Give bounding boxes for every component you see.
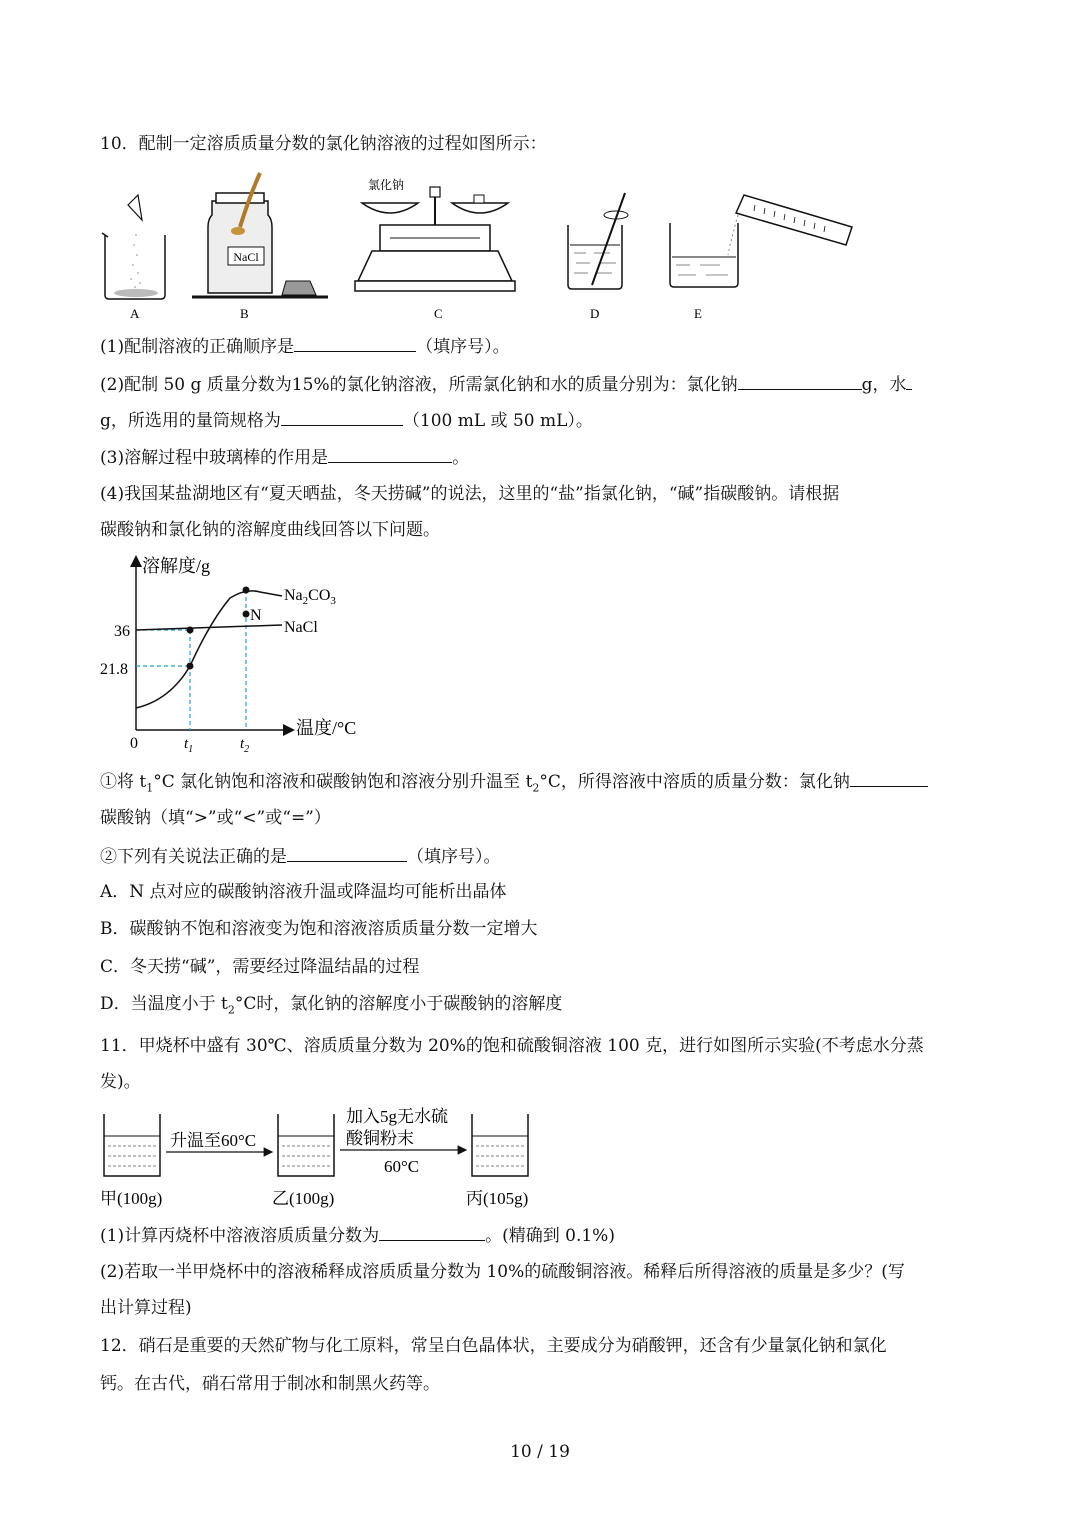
- beaker-d-icon: [568, 193, 628, 289]
- c1-text: ①将 t: [100, 772, 147, 792]
- y-tick-21-8: 21.8: [100, 661, 128, 678]
- q10-part4-line2: 碳酸钠和氯化钠的溶解度曲线回答以下问题。: [100, 520, 440, 540]
- x-tick-t2: $t_2$: [240, 736, 250, 755]
- q11-p1-text: (1)计算丙烧杯中溶液溶质质量分数为: [100, 1226, 380, 1246]
- q11-part2-line2: 出计算过程): [100, 1298, 192, 1318]
- q10-p2-text: (2)配制 50 g 质量分数为15%的氯化钠溶液，所需氯化钠和水的质量分别为：氯化钠: [100, 375, 738, 395]
- option-a: A．N 点对应的碳酸钠溶液升温或降温均可能析出晶体: [100, 882, 507, 902]
- q10-apparatus-figure: [100, 165, 860, 325]
- arrow-1-label: 升温至60°C: [170, 1131, 257, 1150]
- point-t2-na2co3: [243, 587, 250, 594]
- arrow-2-label-line2: 酸铜粉末: [346, 1129, 414, 1148]
- option-c: C．冬天捞“碱”，需要经过降温结晶的过程: [100, 957, 420, 977]
- beaker-a-icon: [102, 195, 165, 299]
- figure-label-b: B: [240, 306, 249, 321]
- answer-blank[interactable]: [850, 768, 928, 787]
- q11-p1-tail: 。(精确到 0.1%): [485, 1226, 615, 1246]
- beaker-e-icon: [670, 195, 852, 287]
- option-b: B．碳酸钠不饱和溶液变为饱和溶液溶质质量分数一定增大: [100, 919, 538, 939]
- figure-label-e: E: [694, 306, 702, 321]
- q10-part4-line1: (4)我国某盐湖地区有“夏天晒盐，冬天捞碱”的说法，这里的“盐”指氯化钠，“碱”指碳酸钠。请根据: [100, 484, 840, 504]
- point-t1-na2co3: [187, 663, 194, 670]
- q11-part2-line1: (2)若取一半甲烧杯中的溶液稀释成溶质质量分数为 10%的硫酸铜溶液。稀释后所得溶液的质量是多少？(写: [100, 1262, 905, 1282]
- q10-p2-text2: g，所选用的量筒规格为: [100, 411, 281, 431]
- q10-p1-text: (1)配制溶液的正确顺序是: [100, 337, 295, 357]
- c1-text2: °C 氯化钠饱和溶液和碳酸钠饱和溶液分别升温至 t: [153, 772, 533, 792]
- point-n-label: N: [250, 607, 262, 624]
- q11-stem-line2: 发)。: [100, 1072, 141, 1092]
- q10-c1-line2: 碳酸钠（填“>”或“<”或“=”）: [100, 808, 331, 828]
- q10-p2-tail: （100 mL 或 50 mL）。: [402, 411, 593, 431]
- legend-nacl: NaCl: [284, 619, 318, 636]
- q10-part2-line2: [100, 407, 593, 433]
- q10-c2: [100, 843, 501, 869]
- q10-part2-line1: [100, 371, 912, 397]
- q12-line2: 钙。在古代，硝石常用于制冰和制黑火药等。: [100, 1374, 440, 1394]
- arrow-2-label-line1: 加入5g无水硫: [346, 1107, 448, 1126]
- answer-blank[interactable]: [294, 333, 416, 352]
- beaker-bing-icon: [472, 1114, 528, 1176]
- answer-blank[interactable]: [738, 371, 862, 390]
- answer-blank[interactable]: [287, 843, 407, 862]
- q10-p2-unit: g，水: [861, 375, 907, 395]
- c2-tail: （填序号）。: [407, 847, 501, 867]
- legend-na2co3: $Na_2CO_3$: [284, 587, 336, 607]
- origin-label: 0: [130, 735, 138, 752]
- beaker-yi-icon: [278, 1114, 334, 1176]
- answer-blank[interactable]: [281, 407, 403, 426]
- q11-experiment-figure: [100, 1102, 560, 1214]
- q10-p1-tail: （填序号）。: [416, 337, 510, 357]
- q11-part1: [100, 1222, 615, 1248]
- point-n: [243, 611, 250, 618]
- option-d-text2: °C时，氯化钠的溶解度小于碳酸钠的溶解度: [234, 994, 563, 1014]
- q10-c1-line1: [100, 768, 928, 800]
- c1-sub1: 1: [146, 781, 154, 795]
- option-d: [100, 992, 562, 1022]
- q10-p3-tail: 。: [452, 448, 470, 468]
- option-d-sub: 2: [227, 1003, 235, 1017]
- reagent-bottle-b-icon: [192, 173, 328, 297]
- beaker-jia-label: 甲(100g): [100, 1189, 163, 1208]
- arrow-2-temp: 60°C: [384, 1157, 420, 1176]
- solubility-chart: [100, 550, 380, 760]
- beaker-bing-label: 丙(105g): [466, 1189, 529, 1208]
- q10-part3: [100, 444, 469, 470]
- c1-text3: °C，所得溶液中溶质的质量分数：氯化钠: [539, 772, 850, 792]
- q10-p3-text: (3)溶解过程中玻璃棒的作用是: [100, 448, 329, 468]
- answer-blank[interactable]: [379, 1222, 485, 1241]
- option-d-text: D．当温度小于 t: [100, 994, 228, 1014]
- answer-blank[interactable]: [328, 444, 452, 463]
- c2-text: ②下列有关说法正确的是: [100, 847, 287, 867]
- figure-label-d: D: [590, 306, 600, 321]
- y-axis-label: 溶解度/g: [142, 556, 211, 576]
- answer-blank[interactable]: [906, 371, 912, 390]
- x-axis-label: 温度/°C: [296, 718, 357, 738]
- figure-label-c: C: [434, 306, 443, 321]
- x-tick-t1: $t_1$: [184, 736, 194, 755]
- page-number: 10 / 19: [510, 1442, 570, 1462]
- figure-label-a: A: [130, 306, 140, 321]
- c1-sub2: 2: [532, 781, 540, 795]
- q12-line1: 12．硝石是重要的天然矿物与化工原料，常呈白色晶体状，主要成分为硝酸钾，还含有少量氯化钠和氯化: [100, 1336, 887, 1356]
- point-t1-nacl: [187, 627, 194, 634]
- q10-part1: [100, 333, 510, 359]
- q10-stem: 10．配制一定溶质质量分数的氯化钠溶液的过程如图所示：: [100, 134, 547, 154]
- nacl-bottle-label: NaCl: [233, 250, 259, 264]
- balance-nacl-label: 氯化钠: [368, 178, 405, 192]
- beaker-yi-label: 乙(100g): [272, 1189, 335, 1208]
- balance-c-icon: [355, 177, 515, 291]
- beaker-jia-icon: [104, 1114, 160, 1176]
- y-tick-36: 36: [114, 623, 130, 640]
- q11-stem-line1: 11．甲烧杯中盛有 30℃、溶质质量分数为 20%的饱和硫酸铜溶液 100 克，进行如图所示实验(不考虑水分蒸: [100, 1036, 924, 1056]
